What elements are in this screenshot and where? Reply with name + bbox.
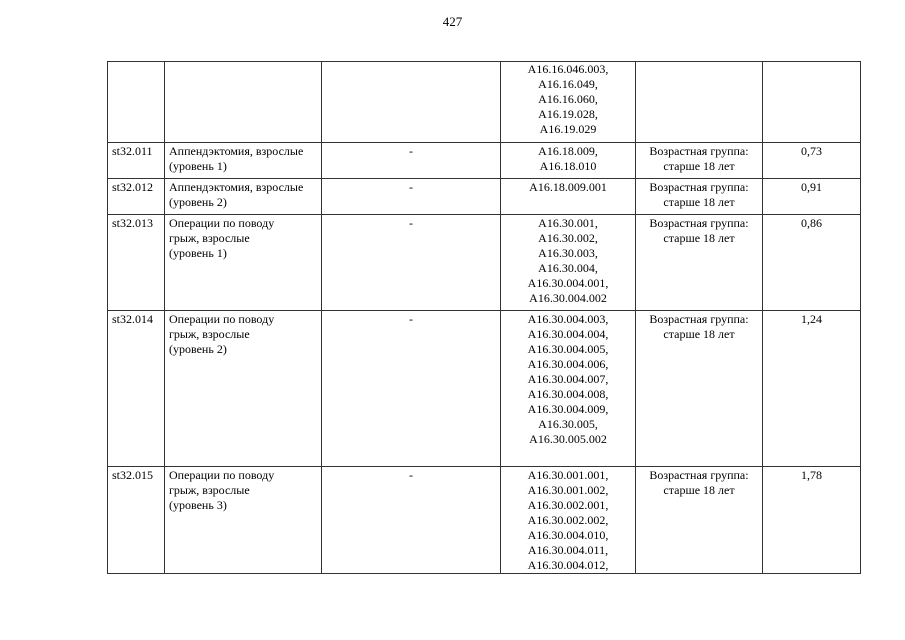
service-codes-line: А16.30.001, bbox=[538, 216, 598, 230]
service-codes-cell bbox=[501, 311, 636, 467]
coefficient-cell: 0,86 bbox=[763, 215, 861, 311]
group-code-cell bbox=[108, 62, 165, 143]
group-name-line: Операции по поводу bbox=[169, 468, 275, 482]
table-row bbox=[108, 311, 861, 467]
criteria-cell bbox=[636, 143, 763, 179]
group-name-line: (уровень 1) bbox=[169, 159, 227, 173]
service-codes-line: А16.30.002.002, bbox=[527, 513, 609, 527]
service-codes-line: А16.30.004.005, bbox=[527, 342, 609, 356]
service-codes-line: А16.30.001.001, bbox=[527, 468, 609, 482]
group-name-line: Операции по поводу bbox=[169, 216, 275, 230]
service-codes-cell bbox=[501, 215, 636, 311]
table-row bbox=[108, 467, 861, 574]
criteria-line: Возрастная группа: bbox=[649, 216, 749, 230]
diagnosis-code-cell: - bbox=[322, 215, 501, 311]
criteria-line: старше 18 лет bbox=[663, 195, 735, 209]
diagnosis-code-cell bbox=[322, 62, 501, 143]
group-name-cell bbox=[165, 215, 322, 311]
group-code-cell: st32.014 bbox=[108, 311, 165, 467]
diagnosis-code-cell: - bbox=[322, 143, 501, 179]
coefficient-cell: 1,78 bbox=[763, 467, 861, 574]
service-codes-line: А16.30.004.001, bbox=[527, 276, 609, 290]
criteria-cell bbox=[636, 467, 763, 574]
service-codes-line: А16.30.005, bbox=[538, 417, 598, 431]
criteria-cell bbox=[636, 215, 763, 311]
service-codes-line: А16.18.009.001 bbox=[529, 180, 607, 194]
service-codes-line: А16.19.029 bbox=[539, 122, 597, 136]
service-codes-line: А16.30.004.011, bbox=[527, 543, 609, 557]
criteria-line: Возрастная группа: bbox=[649, 180, 749, 194]
page-number: 427 bbox=[442, 14, 463, 29]
group-name-line: (уровень 2) bbox=[169, 342, 227, 356]
criteria-line: старше 18 лет bbox=[663, 159, 735, 173]
group-name-line: грыж, взрослые bbox=[169, 483, 250, 497]
service-codes-line: А16.30.004.012, bbox=[527, 558, 609, 572]
coefficient-cell: 0,91 bbox=[763, 179, 861, 215]
group-code-cell: st32.015 bbox=[108, 467, 165, 574]
service-codes-line: А16.30.002, bbox=[538, 231, 598, 245]
service-codes-line: А16.19.028, bbox=[538, 107, 598, 121]
group-name-line: (уровень 3) bbox=[169, 498, 227, 512]
group-name-cell bbox=[165, 311, 322, 467]
group-name-line: грыж, взрослые bbox=[169, 231, 250, 245]
table-row bbox=[108, 143, 861, 179]
service-codes-cell bbox=[501, 179, 636, 215]
service-codes-line: А16.30.004.007, bbox=[527, 372, 609, 386]
service-codes-line: А16.30.005.002 bbox=[529, 432, 607, 446]
service-codes-cell bbox=[501, 62, 636, 143]
service-codes-line: А16.30.004.002 bbox=[529, 291, 607, 305]
service-codes-line: А16.16.060, bbox=[538, 92, 598, 106]
group-name-cell bbox=[165, 143, 322, 179]
diagnosis-code-cell: - bbox=[322, 467, 501, 574]
table-body bbox=[108, 62, 861, 574]
criteria-line: старше 18 лет bbox=[663, 483, 735, 497]
criteria-cell bbox=[636, 62, 763, 143]
tariff-table bbox=[107, 61, 861, 574]
service-codes-line: А16.30.003, bbox=[538, 246, 598, 260]
group-name-line: (уровень 1) bbox=[169, 246, 227, 260]
service-codes-line: А16.30.004.009, bbox=[527, 402, 609, 416]
table-row bbox=[108, 179, 861, 215]
group-name-line: (уровень 2) bbox=[169, 195, 227, 209]
diagnosis-code-cell: - bbox=[322, 179, 501, 215]
service-codes-line: А16.30.004.006, bbox=[527, 357, 609, 371]
service-codes-line: А16.30.002.001, bbox=[527, 498, 609, 512]
table-row bbox=[108, 215, 861, 311]
group-code-cell: st32.011 bbox=[108, 143, 165, 179]
group-name-cell bbox=[165, 467, 322, 574]
coefficient-cell: 0,73 bbox=[763, 143, 861, 179]
service-codes-line: А16.16.046.003, bbox=[527, 62, 609, 76]
service-codes-line: А16.30.004, bbox=[538, 261, 598, 275]
coefficient-cell bbox=[763, 62, 861, 143]
service-codes-cell bbox=[501, 467, 636, 574]
service-codes-line: А16.30.004.004, bbox=[527, 327, 609, 341]
criteria-line: старше 18 лет bbox=[663, 231, 735, 245]
service-codes-line: А16.30.004.003, bbox=[527, 312, 609, 326]
criteria-line: Возрастная группа: bbox=[649, 312, 749, 326]
group-name-cell bbox=[165, 62, 322, 143]
criteria-cell bbox=[636, 179, 763, 215]
service-codes-line: А16.18.010 bbox=[539, 159, 597, 173]
group-name-cell bbox=[165, 179, 322, 215]
group-code-cell: st32.013 bbox=[108, 215, 165, 311]
group-name-line: Аппендэктомия, взрослые bbox=[169, 144, 304, 158]
criteria-line: старше 18 лет bbox=[663, 327, 735, 341]
group-name-line: Операции по поводу bbox=[169, 312, 275, 326]
coefficient-cell: 1,24 bbox=[763, 311, 861, 467]
criteria-line: Возрастная группа: bbox=[649, 468, 749, 482]
table-row bbox=[108, 62, 861, 143]
service-codes-cell bbox=[501, 143, 636, 179]
service-codes-line: А16.30.004.010, bbox=[527, 528, 609, 542]
diagnosis-code-cell: - bbox=[322, 311, 501, 467]
service-codes-line: А16.30.004.008, bbox=[527, 387, 609, 401]
service-codes-line: А16.16.049, bbox=[538, 77, 598, 91]
criteria-line: Возрастная группа: bbox=[649, 144, 749, 158]
group-code-cell: st32.012 bbox=[108, 179, 165, 215]
service-codes-line: А16.30.001.002, bbox=[527, 483, 609, 497]
group-name-line: Аппендэктомия, взрослые bbox=[169, 180, 304, 194]
criteria-cell bbox=[636, 311, 763, 467]
group-name-line: грыж, взрослые bbox=[169, 327, 250, 341]
service-codes-line: А16.18.009, bbox=[538, 144, 598, 158]
